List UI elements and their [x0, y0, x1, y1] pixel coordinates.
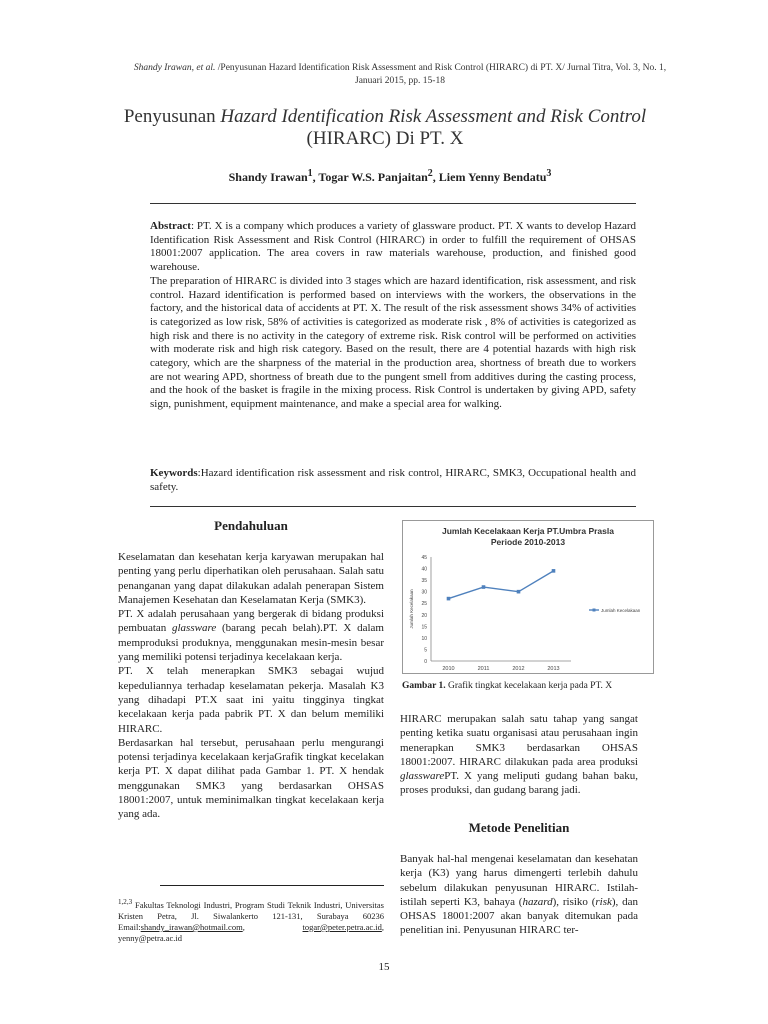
heading-pendahuluan: Pendahuluan	[214, 518, 288, 533]
x-tick-label: 2012	[512, 666, 525, 672]
footnote-email-3: , yenny@petra.ac.id	[118, 921, 384, 943]
author-3: , Liem Yenny Bendatu	[432, 170, 547, 184]
author-list	[150, 168, 630, 185]
running-header	[120, 62, 680, 88]
right-p2-hazard: hazard	[522, 895, 553, 908]
left-column	[118, 550, 384, 822]
keywords	[150, 467, 636, 494]
series-line	[449, 571, 554, 599]
header-citation: /Penyusunan Hazard Identification Risk Assessment and Risk Control (HIRARC) di PT. X/ Jurnal Titra, Vol. 3, No. 1, Januari 2015, pp. 15-18	[215, 63, 667, 86]
legend-marker	[593, 609, 596, 612]
y-tick-label: 15	[421, 624, 427, 631]
title-pre: Penyusunan	[123, 106, 221, 127]
abstract-p1: : PT. X is a company which produces a variety of glassware product. PT. X wants to develop Hazard Identification Risk Assessment and Risk Control (HIRARC) in order to fulfill the requirement of OHSAS 18001:2007 application. The area covers in raw materials warehouse, production, and finished good warehouse.	[150, 220, 636, 274]
y-tick-label: 10	[421, 635, 427, 642]
page-number: 15	[378, 961, 390, 973]
chart-title: Jumlah Kecelakaan Kerja PT.Umbra Prasla	[442, 526, 614, 536]
left-p2b: (barang pecah belah).PT. X dalam memproduksi produknya, menggunakan mesin-mesin besar yang memiliki potensi terjadinya kecelakaan kerja.	[118, 622, 384, 664]
paper-title	[90, 106, 680, 150]
divider-bottom	[150, 506, 636, 507]
author-3-sup: 3	[546, 168, 552, 179]
y-tick-label: 30	[421, 589, 427, 596]
right-column-bottom	[400, 852, 638, 938]
divider-top	[150, 203, 636, 204]
left-p2-italic: glassware	[172, 622, 217, 635]
author-2-sup: 2	[427, 168, 433, 179]
figure-1-chart	[402, 520, 654, 674]
data-point	[517, 590, 521, 594]
author-2: , Togar W.S. Panjaitan	[312, 170, 428, 184]
chart-svg	[403, 521, 653, 673]
y-tick-label: 5	[424, 647, 427, 654]
abstract-label: Abstract	[150, 220, 191, 232]
legend-label: Jumlah Kecelakaan	[601, 608, 641, 613]
keywords-text: :Hazard identification risk assessment and risk control, HIRARC, SMK3, Occupational health and safety.	[150, 467, 636, 493]
right-p1-italic: glassware	[400, 770, 445, 783]
footnote-sup: 1,2,3	[118, 898, 133, 906]
y-tick-label: 45	[421, 555, 427, 561]
data-point	[447, 597, 451, 601]
left-p1: Keselamatan dan kesehatan kerja karyawan merupakan hal penting yang perlu diperhatikan oleh perusahaan. Salah satu penanganan yang dapat dilakukan adalah penerapan Sistem Manajemen Kesehatan dan Keselamatan Kerja (SMK3).	[118, 551, 384, 606]
y-tick-label: 0	[424, 659, 427, 665]
keywords-label: Keywords	[150, 467, 198, 479]
footnote-email-2[interactable]: togar@peter.petra.ac.id	[302, 921, 382, 932]
right-p2	[400, 852, 638, 938]
left-p2	[118, 607, 384, 664]
y-axis-label: Jumlah Kecelakaan	[409, 589, 414, 629]
footnote	[118, 897, 384, 944]
y-tick-label: 25	[421, 601, 427, 608]
header-authors: Shandy Irawan, et al.	[133, 63, 216, 73]
y-tick-label: 20	[421, 612, 427, 619]
footnote-email-1[interactable]: shandy_irawan@hotmail.com	[140, 921, 243, 932]
chart-subtitle: Periode 2010-2013	[490, 537, 566, 547]
caption-label: Gambar 1.	[402, 681, 446, 691]
left-p3: PT. X telah menerapkan SMK3 sebagai wujud kepeduliannya terhadap keselamatan pekerja. Masalah K3 yang dihadapi PT.X saat ini yaitu tingginya tingkat kecelakaan kerja pada pabrik PT. X dan belum memiliki HIRARC.	[118, 665, 384, 735]
left-p2a: PT. X adalah perusahaan yang bergerak di bidang produksi pembuatan	[118, 608, 384, 635]
right-p2a: Banyak hal-hal mengenai keselamatan dan kesehatan kerja (K3) yang harus dimengerti terlebih dahulu sebelum dilakukan penyusunan HIRARC. Istilah-istilah seperti K3, bahaya (	[400, 853, 638, 908]
right-p1a: HIRARC merupakan salah satu tahap yang sangat penting ketika suatu organisasi atau perusahaan ingin menerapkan SMK3 berdasarkan OHSAS 18001:2007. HIRARC dilakukan pada area produksi	[400, 713, 638, 768]
abstract	[150, 220, 636, 412]
right-p2b: ), risiko (	[552, 895, 596, 908]
x-tick-label: 2010	[442, 666, 455, 672]
footnote-rule	[160, 885, 384, 886]
right-p1b: PT. X yang meliputi gudang bahan baku, proses produksi, dan gudang barang jadi.	[400, 770, 638, 797]
heading-metode: Metode Penelitian	[468, 820, 570, 835]
x-tick-label: 2013	[547, 666, 560, 672]
y-tick-label: 35	[421, 578, 427, 585]
title-post: (HIRARC) Di PT. X	[306, 128, 464, 149]
author-1-sup: 1	[307, 168, 313, 179]
left-p4: Berdasarkan hal tersebut, perusahaan perlu mengurangi potensi terjadinya kecelakaan kerjaGrafik tingkat kecelakan kerja PT. X dapat dilihat pada Gambar 1. PT. X hendak menggunakan SMK3 yang berdasarkan OHSAS 18001:2007, untuk meminimalkan tingkat kecelakaan kerja yang ada.	[118, 736, 384, 821]
y-tick-label: 40	[421, 566, 427, 573]
title-italic: Hazard Identification Risk Assessment and Risk Control	[220, 106, 647, 127]
x-tick-label: 2011	[477, 666, 490, 672]
figure-1-caption	[402, 680, 662, 692]
footnote-sep: ,	[242, 921, 303, 932]
data-point	[482, 585, 486, 589]
author-1: Shandy Irawan	[228, 170, 308, 184]
right-p2-risk: risk	[595, 895, 612, 908]
right-column-top	[400, 712, 638, 798]
caption-text: Grafik tingkat kecelakaan kerja pada PT. X	[445, 681, 613, 691]
right-p1	[400, 712, 638, 798]
right-p2c: ), dan OHSAS 18001:2007 akan banyak ditemukan pada penelitian ini. Penyusunan HIRARC ter-	[400, 895, 638, 937]
footnote-text: Fakultas Teknologi Industri, Program Studi Teknik Industri, Universitas Kristen Petra, Jl. Siwalankerto 121-131, Surabaya 60236 Email:	[118, 899, 384, 932]
abstract-p2: The preparation of HIRARC is divided into 3 stages which are hazard identification, risk assessment, and risk control. Hazard identification is performed based on interviews with the workers, the observations in the factory, and the historical data of accidents at PT. X. The result of the risk assessment shows 34% of activities is categorized as low risk, 58% of activities is categorized as moderate risk , 8% of activities is categorized as high risk and there is no activity in the category of extreme risk. Risk control will be performed on activities with moderate risk and high risk category. Based on the result, there are 4 potential hazards with high risk category, which are the sharpness of the material in the production area, shortness of breath due to workers are not wearing APD, shortness of breath due to the pungent smell from additives during the casting process, and the hook of the basket is fragile in the mixing process. Risk Control is undertaken by giving APD, safety sign, punishment, equipment maintenance, and make a special area for walking.	[150, 274, 636, 411]
data-point	[552, 569, 556, 573]
